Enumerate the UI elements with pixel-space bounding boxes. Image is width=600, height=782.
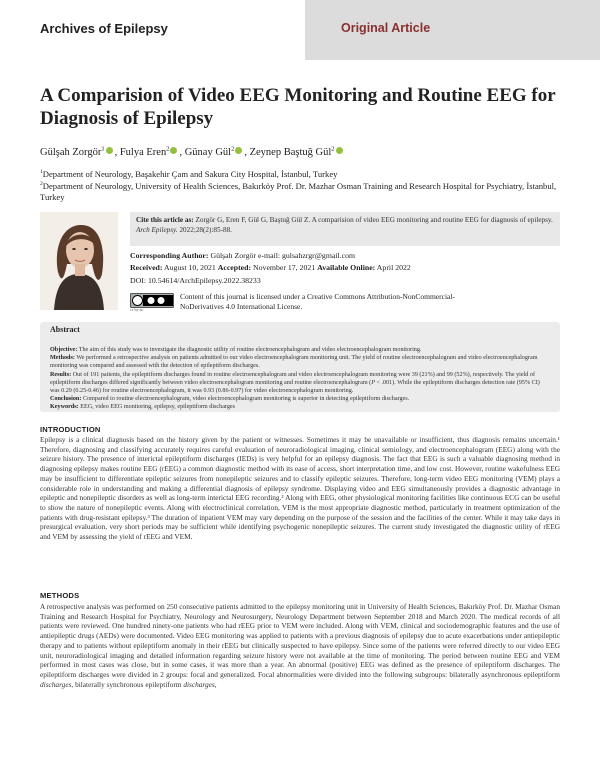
author: Fulya Eren$^2$ , — [119, 145, 185, 158]
cc-license-badge: cc by nc — [130, 293, 174, 308]
article-type-label: Original Article — [341, 21, 431, 35]
orcid-icon[interactable] — [235, 147, 242, 154]
author: Günay Gül$^2$ , — [184, 145, 250, 158]
introduction-heading: INTRODUCTION — [40, 425, 101, 434]
abstract-body: Objective: The aim of this study was to investigate the diagnostic utility of routine electroencephalogram and video electroencephalogram monitoring. Methods: We performed a retrospective analysis on patients admitted to our video electroencephalogram monitoring unit. The yield of routine electroencephalogram and video electroencephalogram monitoring was compared and assessed with the detection of epileptiform discharges. Results: Out of 191 patients, the epileptiform discharges found in routine electroencephalogram and video electroencephalogram monitoring were 39 (21%) and 99 (52%), respectively. The yield of epileptiform discharges differed significantly between video electroencephalogram monitoring and routine electroencephalogram (P < .001). While the epileptiform discharges detection rate (95% CI) was 0.29 (0.25-0.46) for routine electroencephalogram, it was 0.93 (0.86-0.97) for video electroencephalogram monitoring. Conclusion: Compared to routine electroencephalogram, video electroencephalogram monitoring is superior in detecting epileptiform discharges. Keywords: EEG, video EEG monitoring, epilepsy, epileptiform discharges — [50, 347, 540, 411]
creative-commons-icon — [130, 293, 174, 308]
orcid-icon[interactable] — [170, 147, 177, 154]
introduction-body: Epilepsy is a clinical diagnosis based on the history given by the patient or witnesses. Sometimes it may be unavailable or insufficient, thus diagnosis remains uncertain.¹ Therefore, diagnosing and classifying accurately requires careful evaluation of neuroradiological imaging, clinical semiology, and electroencephalogram (EEG) along with the seizure history. The presence of interictal epileptiform discharges (IEDs) is very helpful for an epilepsy diagnosis. The fact that EEG is such a valuable diagnosing method in diagnosing epilepsy makes routine EEG (rEEG) a common diagnostic method with its ease of access, short interpretation time, and low cost. However, routine wakefulness EEG may be insufficient to differentiate epileptic seizures from nonepileptic seizures and to classify epileptic seizures. Therefore, long-term video EEG monitoring (VEM) plays a considerable role in understanding and making a differential diagnosis of epilepsy syndrome. Displaying video and EEG simultaneously provides a diagnostic advantage in epileptic and nonepileptic disorders as well as long-term interictal EEG recording.² Along with EEG, other physiological monitoring facilities like continuous ECG can be useful to show the nature of nonepileptic events. Along with electroclinical correlation, VEM is the most appropriate diagnostic method, particularly in treatment optimization of the patients with drug-resistant epilepsy.³ The duration of inpatient VEM may vary depending on the purpose of the session and the facilities of the center. While it may take days in presurgical evaluation, very short periods may be sufficient while identifying psychogenic nonepileptic seizures. The current study investigated the diagnostic utility of rEEG and VEM by assessing the yield of rEEG and VEM. — [40, 435, 560, 542]
author-list — [40, 145, 570, 158]
article-type-tab — [305, 0, 600, 60]
article-title: A Comparision of Video EEG Monitoring and Routine EEG for Diagnosis of Epilepsy — [40, 85, 556, 129]
corresponding-author: Corresponding Author: Gülşah Zorgör e-mail: gulsahzrgr@gmail.com — [130, 251, 356, 260]
journal-name: Archives of Epilepsy — [40, 21, 168, 36]
page-header — [0, 0, 600, 62]
doi[interactable]: DOI: 10.54614/ArchEpilepsy.2022.38233 — [130, 276, 261, 285]
orcid-icon[interactable] — [336, 147, 343, 154]
citation-box: Cite this article as: Zorgör G, Eren F, Gül G, Baştuğ Gül Z. A comparision of video EEG monitoring and routine EEG for diagnosis of epilepsy. Arch Epilepsy. 2022;28(2):85-88. — [130, 212, 560, 246]
methods-body: A retrospective analysis was performed on 250 consecutive patients admitted to the epilepsy monitoring unit in University of Health Sciences, Bakırköy Prof. Dr. Mazhar Osman Training and Research Hospital for Psychiatry, Neurology and Neurosurgery, Neurology Department between September 2018 and March 2020. The medical records of all patients were reviewed. One hundred ninety-one patients who had rEEG prior to VEM were included. Along with VEM, clinical and sociodemographic features and the use of antiepileptic drugs (AEDs) were documented. Video EEG monitoring was applied to patients with a previous diagnosis of epilepsy due to acute exacerbations under antiepileptic therapy and to patients without epileptiform anomaly in their rEEG but clinically suspected to have epilepsy. Since some of the patients were referred directly to our video EEG unit, neuroradiological imaging and detailed information regarding seizure history were not available at the time of monitoring. The period between routine EEG and VEM performed in most cases was close, but in some cases, it was more than a year. An abnormal (positive) EEG was defined as the presence of epileptiform discharges. The epileptiform discharges were divided in 2 groups: focal and generalized. Focal abnormalities were divided into the following subgroups: bilaterally asynchronous epileptiform discharges, bilaterally synchronous epileptiform discharges, — [40, 602, 560, 689]
author-photo — [40, 212, 118, 310]
article-dates: Received: August 10, 2021 Accepted: November 17, 2021 Available Online: April 2022 — [130, 263, 411, 272]
abstract-heading: Abstract — [50, 325, 80, 334]
author-portrait-icon — [40, 212, 118, 310]
affiliation: $^1$Department of Neurology, Başakehir Çam and Sakura City Hospital, İstanbul, Turkey — [40, 168, 338, 179]
abstract-box — [40, 322, 560, 412]
license-text: Content of this journal is licensed under a Creative Commons Attribution-NonCommercial-NoDerivatives 4.0 International License. — [180, 292, 455, 311]
orcid-icon[interactable] — [106, 147, 113, 154]
author: Zeynep Baştuğ Gül$^2$ — [250, 147, 345, 158]
affiliation: $^2$Department of Neurology, University of Health Sciences, Bakırköy Prof. Dr. Mazhar Osman Training and Research Hospital for Psychiatry, İstanbul, Turkey — [40, 180, 557, 203]
author: Gülşah Zorgör$^1$ , — [40, 145, 120, 158]
methods-heading: METHODS — [40, 591, 80, 600]
